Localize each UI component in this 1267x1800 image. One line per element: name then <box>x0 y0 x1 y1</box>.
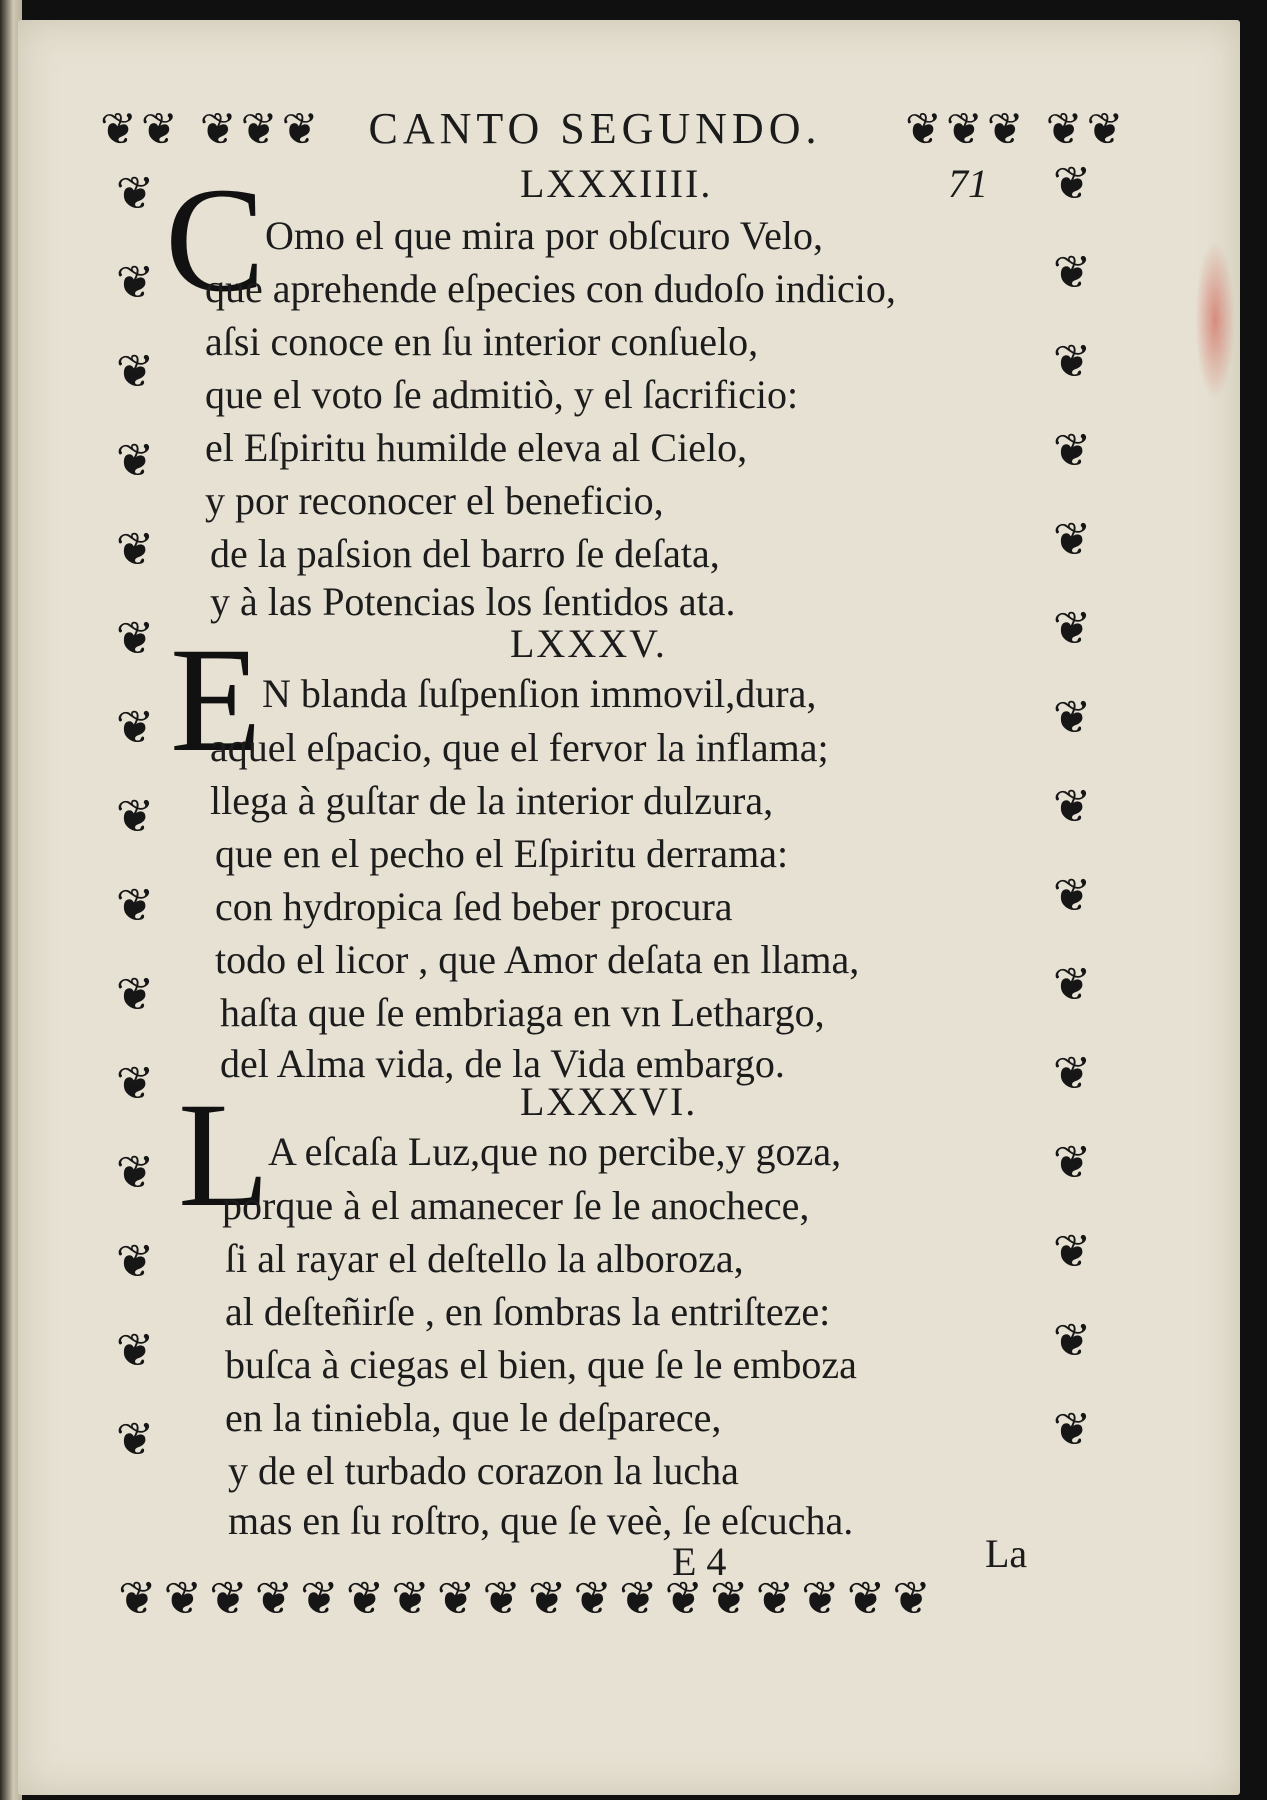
verse-line: N blanda ſuſpenſion immovil,dura, <box>262 671 817 716</box>
page-number: 71 <box>948 161 988 206</box>
drop-cap: E <box>170 617 262 783</box>
stanza-numeral: LXXXVI. <box>520 1079 698 1124</box>
right-ornament-border: ❦ ❦ ❦ ❦ ❦ ❦ ❦ ❦ ❦ ❦ ❦ ❦ ❦ ❦ ❦ <box>1052 156 1092 1456</box>
verse-line: A eſcaſa Luz,que no percibe,y goza, <box>268 1129 842 1174</box>
drop-cap: L <box>178 1072 270 1238</box>
verse-line: y de el turbado corazon la lucha <box>228 1448 739 1493</box>
left-ornament-border: ❦ ❦ ❦ ❦ ❦ ❦ ❦ ❦ ❦ ❦ ❦ ❦ ❦ ❦ ❦ <box>115 166 155 1466</box>
verse-line: llega à guſtar de la interior dulzura, <box>210 778 774 823</box>
bottom-ornament-border: ❦❦❦❦❦❦❦❦❦❦❦❦❦❦❦❦❦❦ <box>118 1575 938 1621</box>
header-ornament-right: ❦❦❦ ❦❦ <box>905 104 1128 155</box>
verse-line: porque à el amanecer ſe le anochece, <box>222 1183 810 1228</box>
verse-line: con hydropica ſed beber procura <box>215 884 733 929</box>
verse-line: aquel eſpacio, que el fervor la inflama; <box>210 725 829 770</box>
verse-line: en la tiniebla, que le deſparece, <box>225 1395 722 1440</box>
verse-line: todo el licor , que Amor deſata en llama, <box>215 937 860 982</box>
verse-line: que el voto ſe admitiò, y el ſacrificio: <box>205 372 799 417</box>
header-ornament-left: ❦❦ ❦❦❦ <box>100 104 323 155</box>
verse-line: al deſteñirſe , en ſombras la entriſteze: <box>225 1289 831 1334</box>
drop-cap: C <box>165 157 266 323</box>
verse-line: buſca à ciegas el bien, que ſe le emboza <box>225 1342 857 1387</box>
verse-line: ſi al rayar el deſtello la alboroza, <box>225 1236 744 1281</box>
verse-line: Omo el que mira por obſcuro Velo, <box>265 213 824 258</box>
verse-line: que en el pecho el Eſpiritu derrama: <box>215 831 789 876</box>
verse-line: de la paſsion del barro ſe deſata, <box>210 531 720 576</box>
verse-line: y à las Potencias los ſentidos ata. <box>210 579 736 624</box>
running-head: CANTO SEGUNDO. <box>368 104 822 153</box>
red-stain <box>1195 240 1235 400</box>
signature-mark: E 4 <box>672 1539 727 1584</box>
verse-line: que aprehende eſpecies con dudoſo indicio, <box>205 266 896 311</box>
catchword: La <box>985 1531 1028 1576</box>
verse-line: aſsi conoce en ſu interior conſuelo, <box>205 319 759 364</box>
verse-line: el Eſpiritu humilde eleva al Cielo, <box>205 425 748 470</box>
verse-line: y por reconocer el beneficio, <box>205 478 664 523</box>
verse-line: del Alma vida, de la Vida embargo. <box>220 1041 785 1086</box>
verse-line: mas en ſu roſtro, que ſe veè, ſe eſcucha. <box>228 1498 854 1543</box>
verse-line: haſta que ſe embriaga en vn Lethargo, <box>220 990 825 1035</box>
stanza-numeral: LXXXIIII. <box>520 161 713 206</box>
stanza-numeral: LXXXV. <box>510 621 667 666</box>
